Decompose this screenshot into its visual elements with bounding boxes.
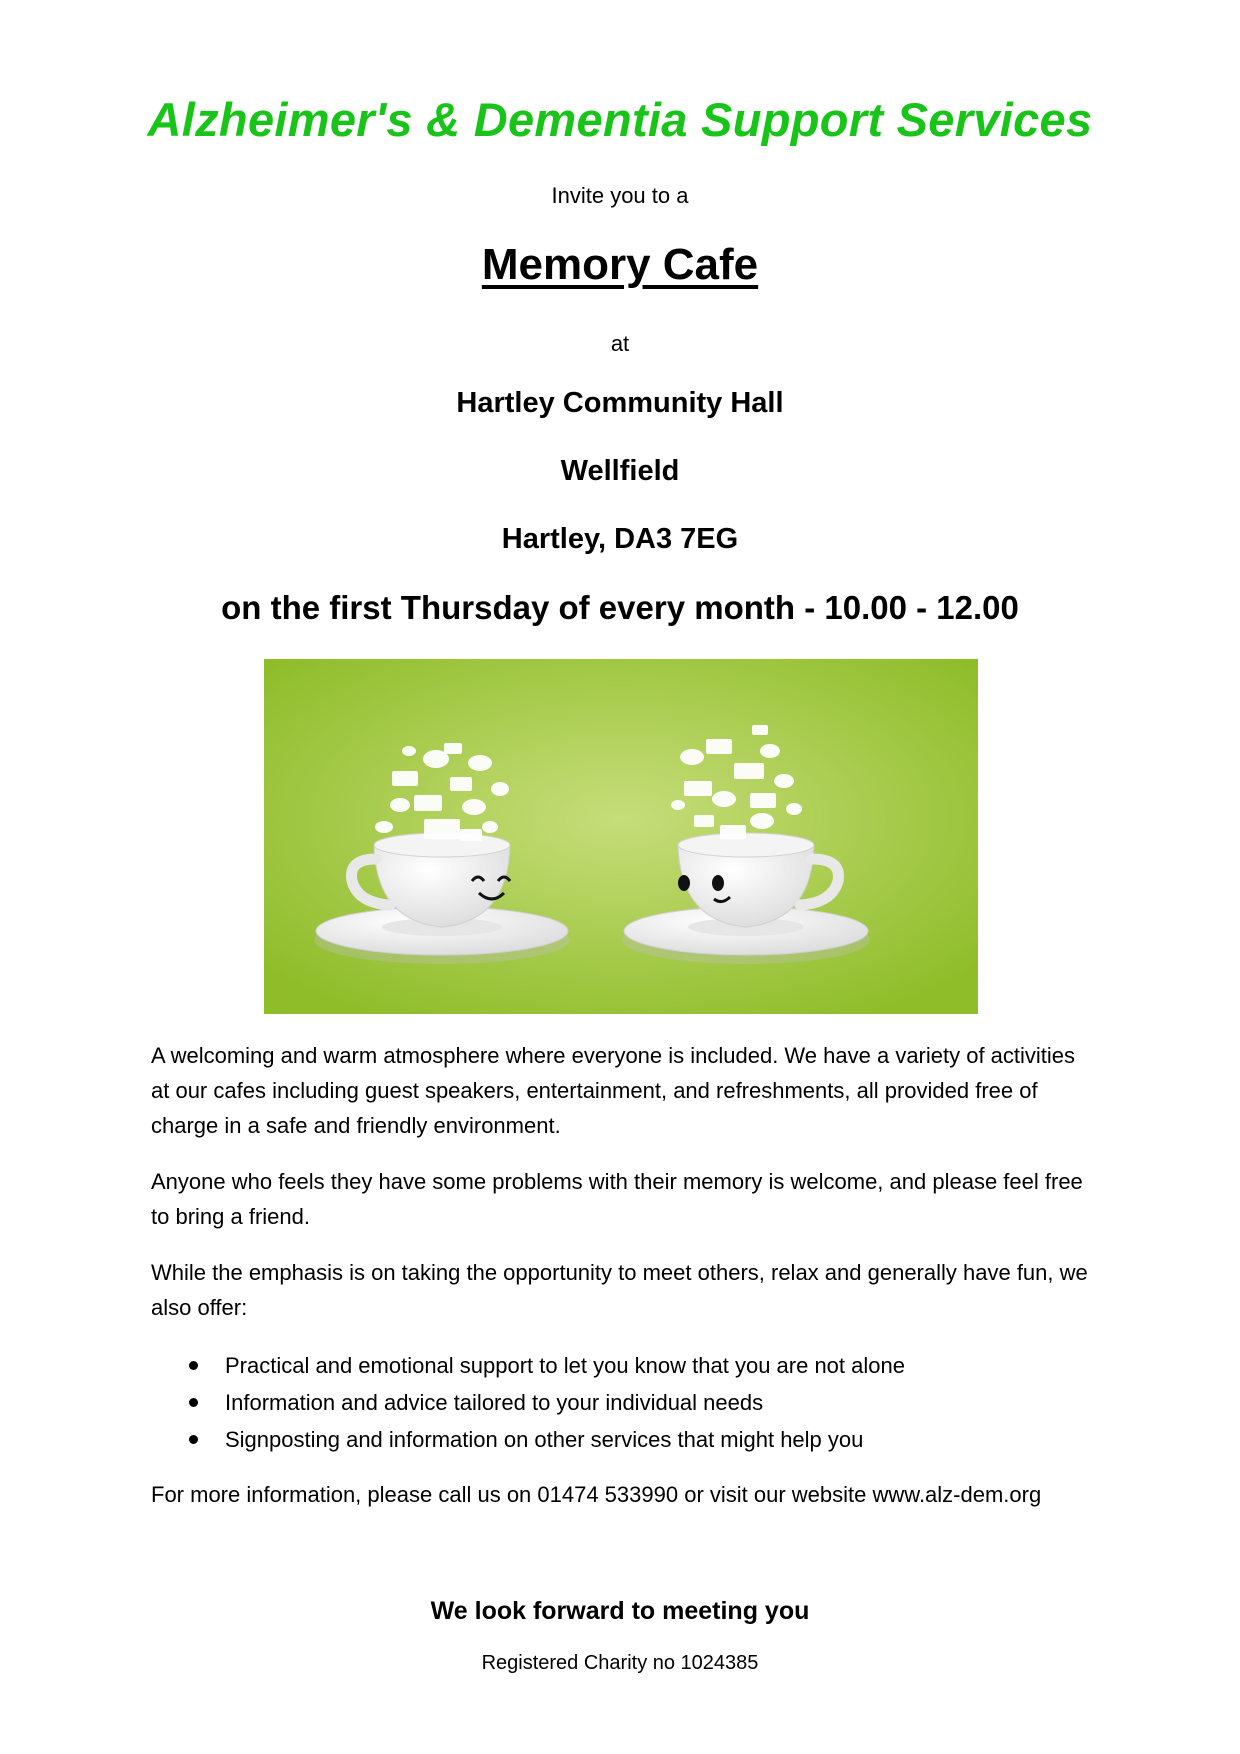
description-paragraph: A welcoming and warm atmosphere where everyone is included. We have a variety of activities at our cafes including guest speakers, entertainment, and refreshments, all provided free of charge in a safe and friendly environment. (151, 1043, 1076, 1138)
list-item-text: Practical and emotional support to let you know that you are not alone (225, 1353, 905, 1378)
closing-line: We look forward to meeting you (430, 1597, 810, 1625)
organization-title: Alzheimer's & Dementia Support Services (147, 93, 1093, 146)
coffee-cups-photo (264, 659, 978, 1014)
venue-town-postcode: Hartley, DA3 7EG (501, 523, 739, 555)
charity-number: Registered Charity no 1024385 (481, 1652, 759, 1674)
event-schedule: on the first Thursday of every month - 10.00 - 12.00 (221, 589, 1019, 626)
event-title: Memory Cafe (481, 240, 759, 289)
list-item-text: Signposting and information on other services that might help you (225, 1427, 864, 1452)
offer-list (151, 1347, 1091, 1458)
list-item (151, 1421, 1091, 1458)
venue-street: Wellfield (560, 455, 680, 487)
photo-background (264, 659, 978, 1014)
bullet-icon (189, 1398, 198, 1407)
contact-info: For more information, please call us on 01474 533990 or visit our website www.alz-dem.org (151, 1482, 1042, 1507)
venue-name: Hartley Community Hall (456, 387, 784, 419)
at-text: at (610, 331, 630, 356)
invite-text: Invite you to a (551, 183, 689, 208)
welcome-paragraph: Anyone who feels they have some problems with their memory is welcome, and please feel free to bring a friend. (151, 1169, 1083, 1229)
list-item-text: Information and advice tailored to your individual needs (225, 1390, 764, 1415)
bullet-icon (189, 1435, 198, 1444)
list-item (151, 1347, 1091, 1384)
offer-intro-paragraph: While the emphasis is on taking the opportunity to meet others, relax and generally have fun, we also offer: (151, 1260, 1088, 1320)
bullet-icon (189, 1361, 198, 1370)
list-item (151, 1384, 1091, 1421)
smiling-coffee-cups-icon (264, 659, 978, 1014)
